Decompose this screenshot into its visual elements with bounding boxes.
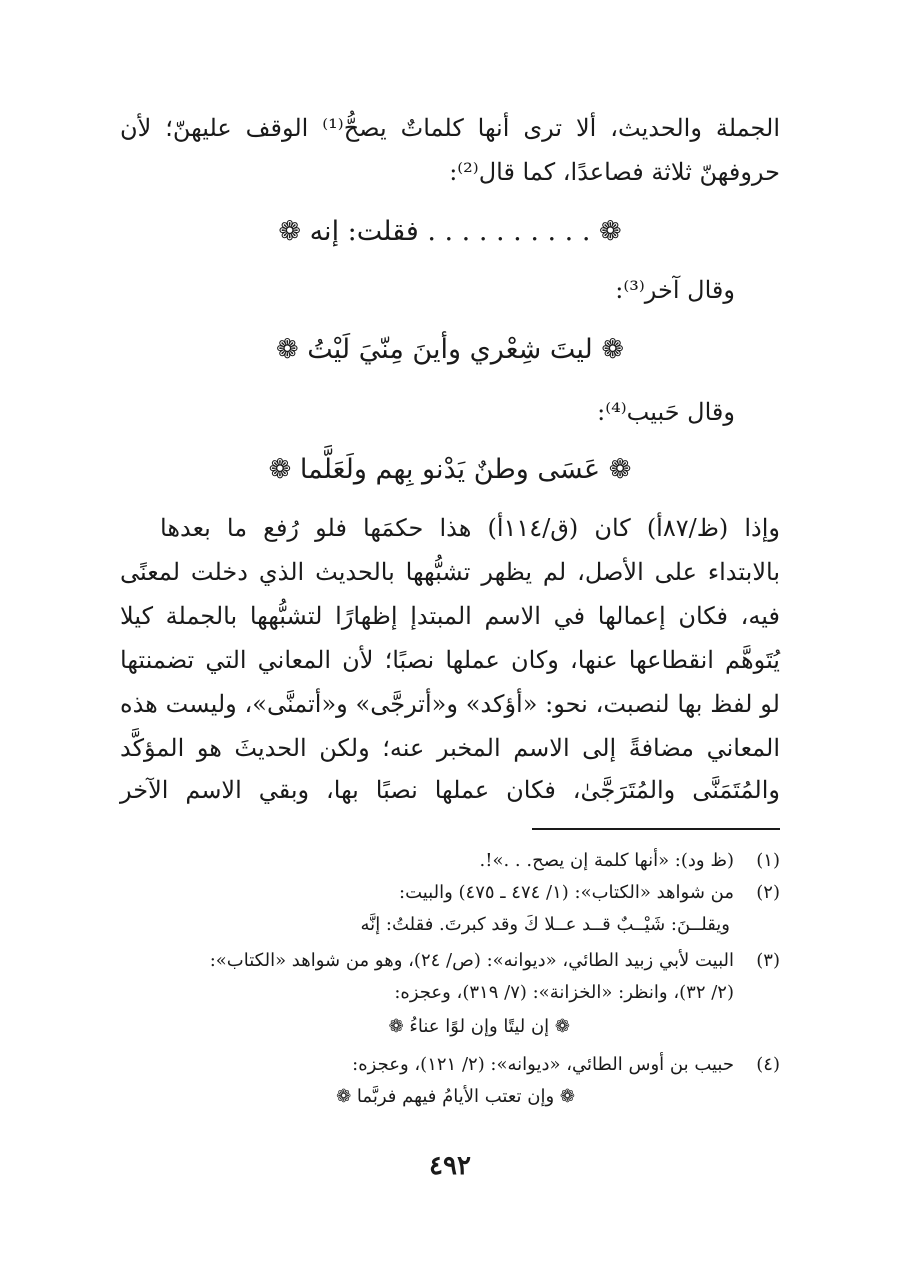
footnote-4-text: حبيب بن أوس الطائي، «ديوانه»: (٢/ ١٢١)، وعجزه: bbox=[352, 1054, 734, 1075]
paragraph-line-4: يُتَوهَّم انقطاعها عنها، وكان عملها نصبًا؛ لأن المعاني التي تضمنتها bbox=[120, 646, 780, 674]
footnote-2-verse: ويقلــنَ: شَيْــبٌ قــد عــلا كَ وقد كبرتَ. فقلتُ: إنَّه bbox=[360, 914, 730, 935]
footnote-3-text-2: (٢/ ٣٢)، وانظر: «الخزانة»: (٧/ ٣١٩)، وعجزه: bbox=[394, 982, 734, 1003]
footnote-1-text: (ظ ود): «أنها كلمة إن يصح. . .»!. bbox=[479, 850, 734, 871]
verse-line-1: ❁ . . . . . . . . . . فقلت: إنه ❁ bbox=[278, 216, 622, 247]
footnote-3-verse: ❁ إن ليتًا وإن لوًا عناءُ ❁ bbox=[388, 1016, 570, 1037]
footnote-2-number: (٢) bbox=[756, 882, 780, 903]
paragraph-line-7: والمُتَمَنَّى والمُتَرَجَّىٰ، فكان عملها نصبًا بها، وبقي الاسم الآخر bbox=[120, 776, 780, 804]
verse-intro-3: وقال حَبيب⁽⁴⁾: bbox=[597, 398, 735, 426]
paragraph-line-6: المعاني مضافةً إلى الاسم المخبر عنه؛ ولكن الحديثَ هو المؤكَّد bbox=[120, 734, 780, 762]
paragraph-line-1: وإذا (ظ/٨٧أ) كان (ق/١١٤أ) هذا حكمَها فلو رُفع ما بعدها bbox=[160, 514, 780, 542]
paragraph-line-2: بالابتداء على الأصل، لم يظهر تشبُّهها بالحديث الذي دخلت لمعنًى bbox=[120, 558, 780, 586]
page-number: ٤٩٢ bbox=[429, 1151, 471, 1181]
footnote-3-number: (٣) bbox=[756, 950, 780, 971]
footnote-3-text: البيت لأبي زبيد الطائي، «ديوانه»: (ص/ ٢٤)، وهو من شواهد «الكتاب»: bbox=[209, 950, 734, 971]
paragraph-line-3: فيه، فكان إعمالها في الاسم المبتدإ إظهارًا لتشبُّهها بالجملة كيلا bbox=[120, 602, 780, 630]
verse-intro-2: وقال آخر⁽³⁾: bbox=[615, 276, 735, 304]
footnote-1-number: (١) bbox=[756, 850, 780, 871]
paragraph-line-5: لو لفظ بها لنصبت، نحو: «أؤكد» و«أترجَّى» و«أتمنَّى»، وليست هذه bbox=[120, 690, 780, 718]
footnote-2-text: من شواهد «الكتاب»: (١/ ٤٧٤ ـ ٤٧٥) والبيت: bbox=[399, 882, 734, 903]
body-line-1: الجملة والحديث، ألا ترى أنها كلماتٌ يصحُّ⁽¹⁾ الوقف عليهنّ؛ لأن bbox=[120, 114, 781, 142]
verse-line-2: ❁ ليتَ شِعْري وأينَ مِنّيَ لَيْتُ ❁ bbox=[276, 334, 624, 365]
verse-line-3: ❁ عَسَى وطنٌ يَدْنو بِهم ولَعَلَّما ❁ bbox=[268, 454, 632, 485]
footnote-4-verse: ❁ وإن تعتب الأيامُ فيهم فربَّما ❁ bbox=[336, 1086, 575, 1107]
body-line-2: حروفهنّ ثلاثة فصاعدًا، كما قال⁽²⁾: bbox=[449, 158, 780, 186]
footnote-4-number: (٤) bbox=[756, 1054, 780, 1075]
footnote-separator bbox=[532, 828, 780, 830]
